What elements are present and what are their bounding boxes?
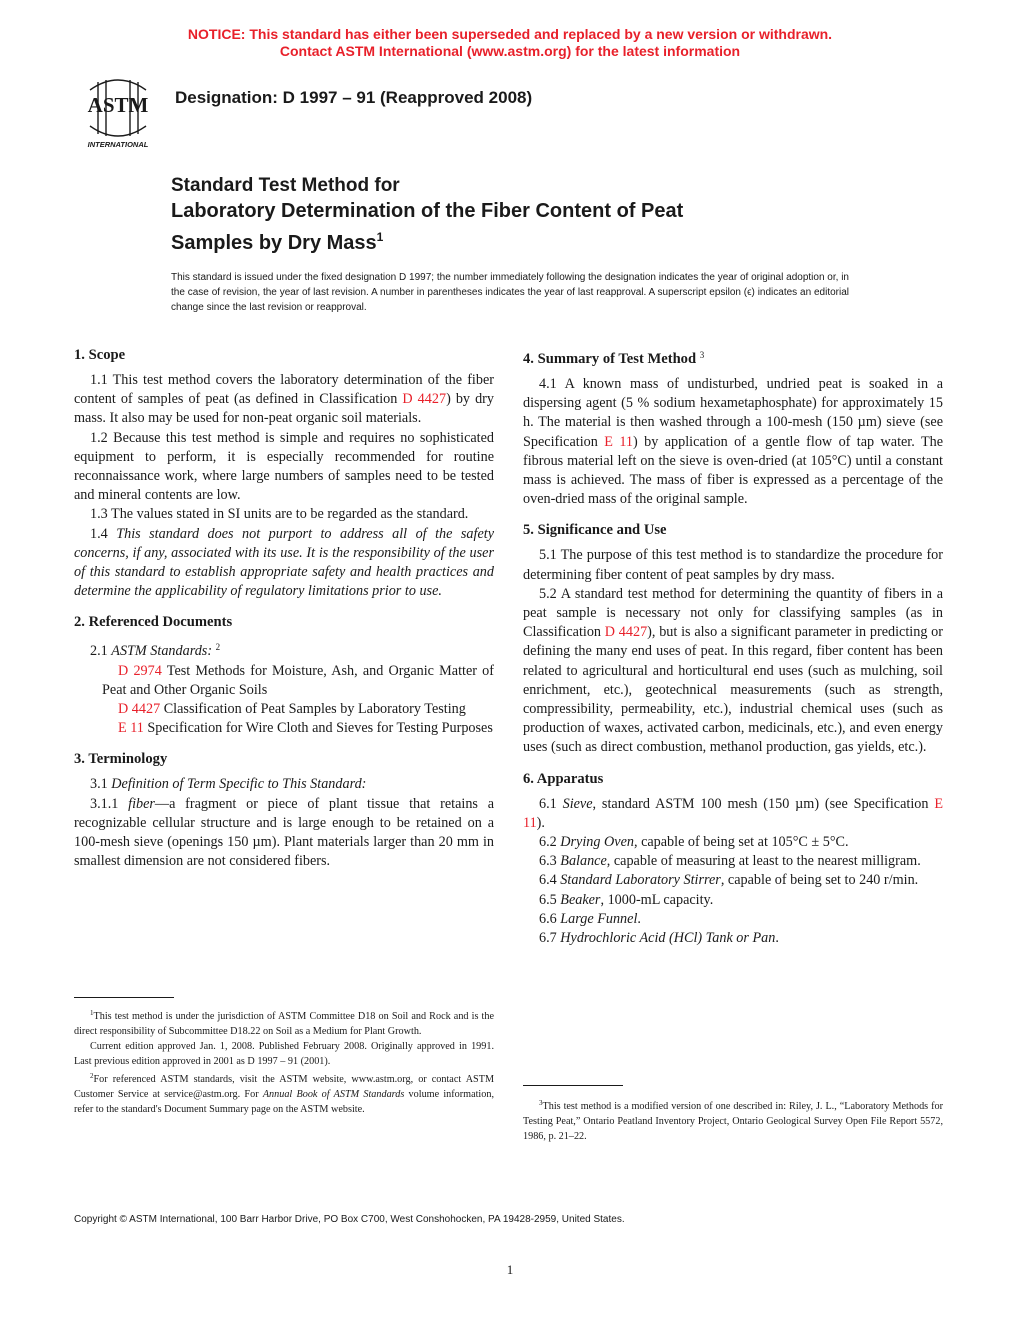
item-number: 6.5 [539,891,561,908]
paragraph-4-1 [523,375,943,509]
apparatus-item-funnel [523,910,943,929]
footnote-1-edition: Current edition approved Jan. 1, 2008. Published February 2008. Originally approved in 1991. Last previous edition approved in 2001 as D 1997 – 91 (2001). [74,1041,494,1067]
reference-link-d4427[interactable]: D 4427 [604,624,648,641]
paragraph-2-1 [74,638,494,661]
summary-heading-text: 4. Summary of Test Method [523,351,697,367]
reference-entry [74,700,494,719]
notice-line-1: NOTICE: This standard has either been superseded and replaced by a new version or withdrawn. [187,26,833,42]
reference-link-e11[interactable]: E 11 [523,795,943,831]
item-number: 6.7 [539,930,561,947]
item-term: Standard Laboratory Stirrer [560,872,721,889]
paragraph-2-1-number: 2.1 [90,643,112,660]
item-term: Large Funnel [560,910,638,927]
reference-title: Classification of Peat Samples by Laboratory Testing [160,701,466,718]
item-number: 6.3 [539,853,561,870]
paragraph-5-2 [523,585,943,758]
paragraph-5-2-text: 5.2 A standard test method for determining the quantity of fibers in a peat sample is necessary not only for classifying samples (as in Classification [523,585,943,641]
footnote-2-text: For referenced ASTM standards, visit the ASTM website, www.astm.org, or contact ASTM Customer Service at service@astm.org. For [74,1074,494,1100]
paragraph-4-1-text-end: ) by application of a gentle flow of tap water. The fibrous material left on the sieve is oven-dried (at 105°C) until a constant mass is achieved. The mass of fiber is expressed as a percentage of the oven-dried mass of the original sample. [523,433,944,508]
footnote-3-text: This test method is a modified version of one described in: Riley, J. L., “Laboratory Methods for Testing Peat,” Ontario Peatland Inventory Project, Ontario Geological Survey Open File Report 5572, 1986, p. 21–22. [523,1101,943,1142]
item-number: 6.4 [539,872,561,889]
paragraph-1-1-text: 1.1 This test method covers the laboratory determination of the fiber content of samples of peat (as defined in Classification [74,372,494,408]
paragraph-5-1: 5.1 The purpose of this test method is to standardize the procedure for determining fiber content of peat samples by dry mass. [523,547,943,583]
preamble: This standard is issued under the fixed designation D 1997; the number immediately following the designation indicates the year of original adoption or, in the case of revision, the year of last revision. A number in parentheses indicates the year of last reapproval. A superscript epsilon (ϵ) indicates an editorial change since the last revision or reapproval. [171,272,849,313]
copyright-line: Copyright © ASTM International, 100 Barr Harbor Drive, PO Box C700, West Conshohocken, PA 19428-2959, United States. [74,1214,625,1225]
footnote-2 [74,1069,494,1117]
footnote-1-text: This test method is under the jurisdiction of ASTM Committee D18 on Soil and Rock and is the direct responsibility of Subcommittee D18.22 on Soil as a Medium for Plant Growth. [74,1011,494,1037]
section-heading-terminology: 3. Terminology [74,751,168,768]
footnote-divider [523,1085,623,1086]
title-line-1: Standard Test Method for [171,175,400,196]
title-line-3 [171,224,683,256]
apparatus-item-sieve [523,795,943,833]
right-column [523,346,943,948]
title-line-3-text: Samples by Dry Mass [171,232,377,254]
footnote-2-italic: Annual Book of ASTM Standards [262,1089,405,1100]
reference-entry [74,662,494,700]
paragraph-3-1-text: Definition of Term Specific to This Standard: [111,776,367,793]
footnotes-right [523,1096,943,1144]
paragraph-1-3: 1.3 The values stated in SI units are to be regarded as the standard. [90,506,469,523]
paragraph-1-4-text: This standard does not purport to address all of the safety concerns, if any, associated with its use. It is the responsibility of the user of this standard to establish appropriate safety and health practices and determine the applicability of regulatory limitations prior to use. [74,525,494,600]
footnote-marker-2: 2 [215,642,221,653]
paragraph-1-2: 1.2 Because this test method is simple and requires no sophisticated equipment to perform, it is especially recommended for routine reconnaissance work, where large numbers of samples need to be tested and mineral contents are low. [74,429,494,504]
apparatus-item-acid-tank [523,929,943,948]
reference-link-d2974[interactable]: D 2974 [118,662,162,679]
item-text: , capable of being set to 240 r/min. [720,872,919,889]
paragraph-1-1-text-end: ) by dry mass. It also may be used for non-peat organic soil materials. [74,391,494,427]
paragraph-3-1 [74,775,494,794]
footnote-1-marker: 1 [90,1009,94,1017]
footnote-2-text-end: volume information, refer to the standard's Document Summary page on the ASTM website. [74,1089,494,1115]
item-term: Hydrochloric Acid (HCl) Tank or Pan [560,930,776,947]
item-text: . [775,930,779,947]
apparatus-item-stirrer [523,871,943,890]
apparatus-item-balance [523,852,943,871]
designation: Designation: D 1997 – 91 (Reapproved 2008) [175,88,533,107]
paragraph-3-1-1 [74,795,494,872]
footnote-marker-3: 3 [699,350,705,360]
item-text: , capable of measuring at least to the nearest milligram. [606,853,921,870]
astm-logo [76,76,160,150]
withdrawal-notice [0,26,1020,60]
reference-title: Specification for Wire Cloth and Sieves for Testing Purposes [143,720,493,737]
paragraph-4-1-text: 4.1 A known mass of undisturbed, undried peat is soaked in a dispersing agent (5 % sodium hexametaphosphate) for approximately 15 h. The material is then washed through a 100-mesh (150 µm) sieve (see Specification [523,376,943,450]
logo-text: ASTM [87,93,149,117]
footnote-3 [523,1096,943,1144]
apparatus-item-drying-oven [523,833,943,852]
item-term: Sieve [562,795,593,812]
footnote-2-marker: 2 [90,1072,94,1080]
item-text: , capable of being set at 105°C ± 5°C. [633,834,849,851]
footnote-divider [74,997,174,998]
title-line-2: Laboratory Determination of the Fiber Content of Peat [171,200,684,222]
item-term: Beaker [560,891,601,908]
defined-term: fiber [128,795,155,812]
item-number: 6.2 [539,834,561,851]
logo-subtext: INTERNATIONAL [87,140,149,149]
item-number: 6.6 [539,910,561,927]
item-text-end: ). [536,814,545,831]
section-heading-summary [523,346,943,369]
footnotes-left [74,1006,494,1117]
paragraph-3-1-1-number: 3.1.1 [90,795,129,812]
item-term: Drying Oven [560,834,634,851]
notice-line-2: Contact ASTM International (www.astm.org) for the latest information [279,43,741,59]
reference-link-d4427[interactable]: D 4427 [402,391,447,408]
section-heading-apparatus: 6. Apparatus [523,770,604,787]
footnote-1 [74,1006,494,1039]
section-heading-significance: 5. Significance and Use [523,522,667,539]
reference-link-e11[interactable]: E 11 [604,433,633,450]
reference-entry [74,719,494,738]
paragraph-1-1 [74,371,494,429]
left-column [74,346,494,871]
item-text: , standard ASTM 100 mesh (150 µm) (see Specification [592,795,935,812]
item-text: . [637,910,641,927]
item-text: , 1000-mL capacity. [600,891,714,908]
paragraph-1-4-number: 1.4 [90,525,117,542]
paragraph-1-4 [74,525,494,602]
item-number: 6.1 [539,795,563,812]
document-title [171,174,683,256]
paragraph-3-1-number: 3.1 [90,776,112,793]
page-number: 1 [506,1262,514,1277]
definition-text: —a fragment or piece of plant tissue that retains a recognizable cellular structure and is large enough to be retained on a 100-mesh sieve (openings 150 µm). Plant materials larger than 20 mm in smallest dimension are not considered fibers. [74,795,494,870]
section-heading-scope: 1. Scope [74,347,126,363]
reference-link-d4427[interactable]: D 4427 [118,701,161,718]
reference-title: Test Methods for Moisture, Ash, and Organic Matter of Peat and Other Organic Soils [102,662,494,698]
reference-link-e11[interactable]: E 11 [118,720,144,737]
item-term: Balance [560,853,607,870]
paragraph-2-1-text: ASTM Standards: [111,643,213,660]
section-heading-referenced-documents: 2. Referenced Documents [74,614,233,631]
paragraph-5-2-text-end: ), but is also a significant parameter in predicting or defining the many end uses of peat. In this regard, fiber content has been related to agricultural and horticultural end uses (such as mulching, soil enrichment, etc.), geotechnical measurements (such as strength, compressibility, permeability, etc.), industrial chemical uses (such as production of waxes, activated carbon, medicinals, etc.), and even energy uses (such as direct combustion, methanol production, gas yields, etc.). [523,624,943,756]
footnote-3-marker: 3 [539,1099,543,1107]
apparatus-item-beaker [523,891,943,910]
title-footnote-marker: 1 [376,230,384,244]
